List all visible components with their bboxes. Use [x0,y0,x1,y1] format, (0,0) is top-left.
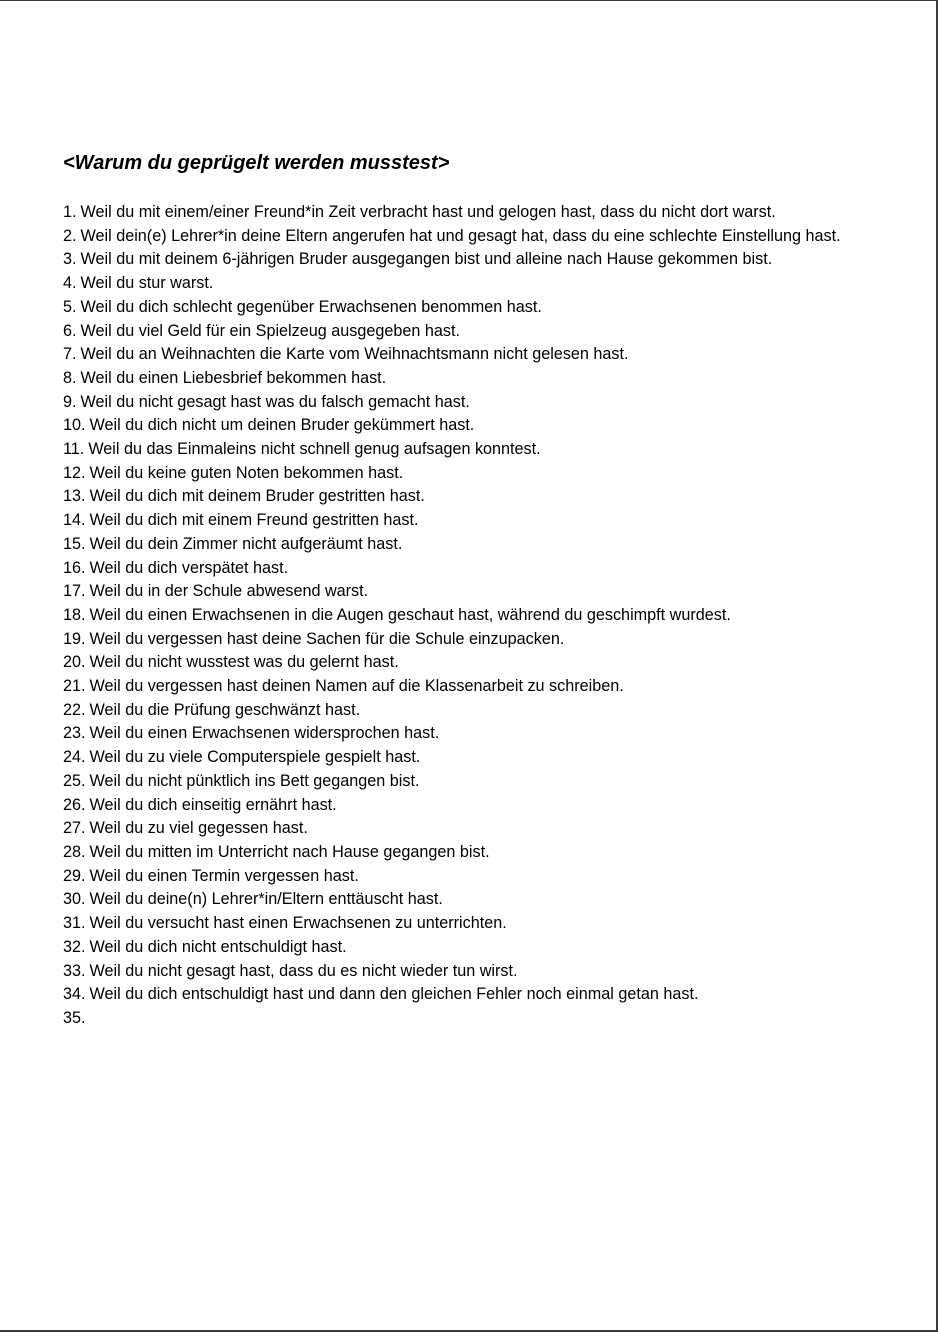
list-item-number: 16. [63,558,86,577]
list-item-number: 4. [63,274,77,293]
list-item-number: 22. [63,700,86,719]
list-item-number: 13. [63,487,86,506]
list-item-text: Weil du dich einseitig ernährt hast. [89,795,337,814]
list-item-number: 17. [63,582,86,601]
list-item [63,343,863,367]
list-item [63,225,863,249]
list-item-number: 11. [63,440,85,459]
list-item-text: Weil du versucht hast einen Erwachsenen zu unterrichten. [89,914,507,933]
list-item-text: Weil du an Weihnachten die Karte vom Weihnachtsmann nicht gelesen hast. [80,345,629,364]
list-item-text: Weil du dich entschuldigt hast und dann den gleichen Fehler noch einmal getan hast. [89,985,699,1004]
list-item-text: Weil du nicht gesagt hast, dass du es nicht wieder tun wirst. [89,961,518,980]
list-item-number: 7. [63,345,77,364]
list-item-text: Weil du nicht wusstest was du gelernt hast. [89,653,399,672]
list-item-text: Weil du einen Termin vergessen hast. [89,866,359,885]
list-item [63,557,863,581]
list-item-number: 29. [63,866,86,885]
list-item-text: Weil du mit einem/einer Freund*in Zeit verbracht hast und gelogen hast, dass du nicht dort warst. [80,203,776,221]
list-item-number: 19. [63,629,86,648]
list-item [63,462,863,486]
list-item [63,722,863,746]
list-item [63,604,863,628]
list-item [63,391,863,415]
list-item [63,983,863,1007]
list-item-text: Weil du mit deinem 6-jährigen Bruder ausgegangen bist und alleine nach Hause gekommen bist. [80,250,773,269]
document-title: <Warum du geprügelt werden musstest> [63,152,450,174]
list-item-text: Weil du zu viele Computerspiele gespielt hast. [89,748,421,767]
list-item-text: Weil du dich mit einem Freund gestritten hast. [89,511,419,530]
list-item [63,960,863,984]
list-item-number: 28. [63,842,86,861]
list-item-number: 1. [63,203,77,221]
list-item-text: Weil du dich nicht um deinen Bruder gekümmert hast. [89,416,475,435]
list-item [63,414,863,438]
list-item [63,936,863,960]
list-item-number: 2. [63,226,77,245]
list-item [63,865,863,889]
list-item-number: 5. [63,297,77,316]
list-item-number: 30. [63,890,86,909]
list-item [63,533,863,557]
list-item-number: 24. [63,748,86,767]
list-item-text: Weil du mitten im Unterricht nach Hause gegangen bist. [89,842,490,861]
list-item [63,651,863,675]
reason-list [63,201,863,1031]
list-item-text: Weil du viel Geld für ein Spielzeug ausgegeben hast. [80,321,460,340]
list-item-text: Weil du dich verspätet hast. [89,558,289,577]
list-item-number: 3. [63,250,77,269]
list-item-text: Weil du dich schlecht gegenüber Erwachsenen benommen hast. [80,297,542,316]
list-item [63,912,863,936]
list-item-number: 34. [63,985,86,1004]
list-item-text: Weil du stur warst. [80,274,214,293]
list-item [63,509,863,533]
list-item [63,438,863,462]
list-item-number: 26. [63,795,86,814]
list-item [63,485,863,509]
list-item [63,888,863,912]
list-item [63,699,863,723]
list-item-number: 25. [63,771,86,790]
list-item [63,296,863,320]
list-item [63,817,863,841]
list-item [63,628,863,652]
list-item [63,794,863,818]
list-item-number: 6. [63,321,77,340]
list-item [63,201,863,225]
list-item-number: 8. [63,368,77,387]
list-item-text: Weil du einen Liebesbrief bekommen hast. [80,368,387,387]
list-item-number: 12. [63,463,86,482]
list-item [63,320,863,344]
list-item-text: Weil du zu viel gegessen hast. [89,819,308,838]
list-item [63,770,863,794]
list-item-number: 20. [63,653,86,672]
list-item-number: 31. [63,914,86,933]
list-item-text: Weil du nicht pünktlich ins Bett gegangen bist. [89,771,420,790]
list-item [63,675,863,699]
list-item [63,580,863,604]
list-item [63,746,863,770]
list-item-text: Weil du dein Zimmer nicht aufgeräumt hast. [89,534,403,553]
list-item-number: 32. [63,937,86,956]
list-item [63,248,863,272]
list-item-number: 10. [63,416,86,435]
list-item-text: Weil du einen Erwachsenen widersprochen hast. [89,724,440,743]
list-item-text: Weil du dich nicht entschuldigt hast. [89,937,347,956]
list-item-text: Weil du einen Erwachsenen in die Augen geschaut hast, während du geschimpft wurdest. [89,605,731,624]
list-item [63,1007,863,1031]
list-item-text: Weil dein(e) Lehrer*in deine Eltern angerufen hat und gesagt hat, dass du eine schlechte Einstellung hast. [80,226,841,245]
list-item-text: Weil du deine(n) Lehrer*in/Eltern enttäuscht hast. [89,890,443,909]
list-item-text: Weil du vergessen hast deinen Namen auf die Klassenarbeit zu schreiben. [89,677,624,696]
list-item-text: Weil du das Einmaleins nicht schnell genug aufsagen konntest. [88,440,541,459]
list-item-number: 23. [63,724,86,743]
list-item-number: 9. [63,392,77,411]
list-item [63,367,863,391]
list-item-text: Weil du keine guten Noten bekommen hast. [89,463,404,482]
list-item-number: 27. [63,819,86,838]
list-item-text: Weil du die Prüfung geschwänzt hast. [89,700,361,719]
list-item-text: Weil du in der Schule abwesend warst. [89,582,369,601]
list-item-number: 33. [63,961,86,980]
list-item-text: Weil du nicht gesagt hast was du falsch gemacht hast. [80,392,470,411]
list-item-text: Weil du dich mit deinem Bruder gestritten hast. [89,487,425,506]
list-item-text: Weil du vergessen hast deine Sachen für die Schule einzupacken. [89,629,565,648]
list-item-number: 14. [63,511,86,530]
list-item [63,272,863,296]
list-item-number: 15. [63,534,86,553]
list-item-number: 21. [63,677,86,696]
list-item-number: 35. [63,1008,86,1027]
list-item-number: 18. [63,605,86,624]
list-item [63,841,863,865]
